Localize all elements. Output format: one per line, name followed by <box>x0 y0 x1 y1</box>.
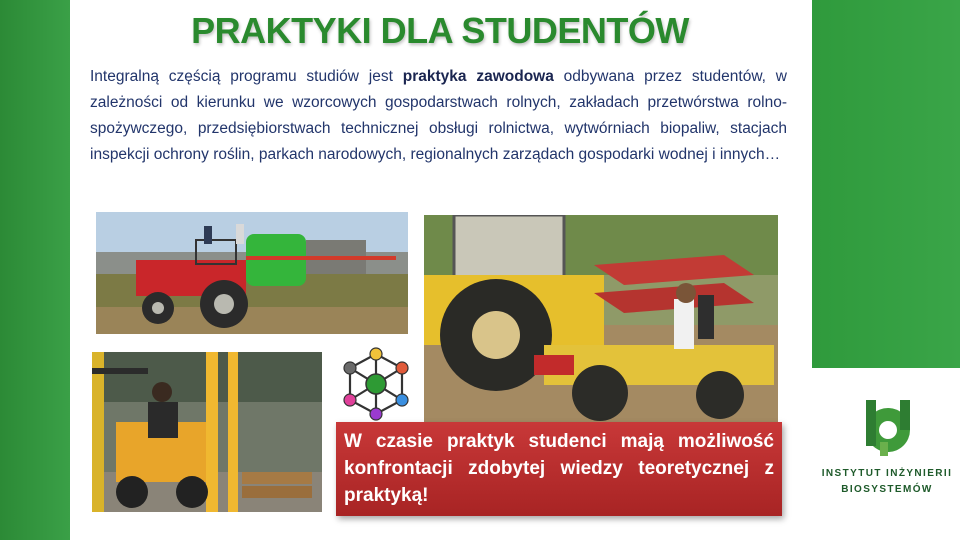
intro-text-start: Integralną częścią programu studiów jest <box>90 68 403 85</box>
intro-bold-phrase: praktyka zawodowa <box>402 68 554 85</box>
logo-mark-icon <box>860 398 916 458</box>
callout-text: W czasie praktyk studenci mają możliwość konfrontacji zdobytej wiedzy teoretycznej z praktyką! <box>344 431 774 506</box>
logo-name-line2: BIOSYSTEMÓW <box>841 484 933 495</box>
intro-text-end: odbywana przez studentów, w zależności od kierunku we wzorcowych gospodarstwach rolnych, zakładach przetwórstwa rolno-spożywczego, przedsiębiorstwach technicznej obsługi rolnictwa, wytwórniach biopaliw, stacjach inspekcji ochrony roślin, parkach narodowych, regionalnych zarządach gospodarki wodnej i innych… <box>90 68 787 163</box>
left-green-band <box>0 0 70 540</box>
molecule-icon <box>338 346 414 422</box>
institute-logo <box>820 398 954 508</box>
photo-forklift <box>92 352 322 512</box>
photo-tractor-sprayer <box>96 212 408 334</box>
logo-name-line1: INSTYTUT INŻYNIERII <box>821 468 953 479</box>
callout-box <box>336 422 782 516</box>
photo-tractor-plough <box>424 215 778 423</box>
slide-title: PRAKTYKI DLA STUDENTÓW <box>191 10 689 51</box>
intro-paragraph <box>90 64 787 168</box>
